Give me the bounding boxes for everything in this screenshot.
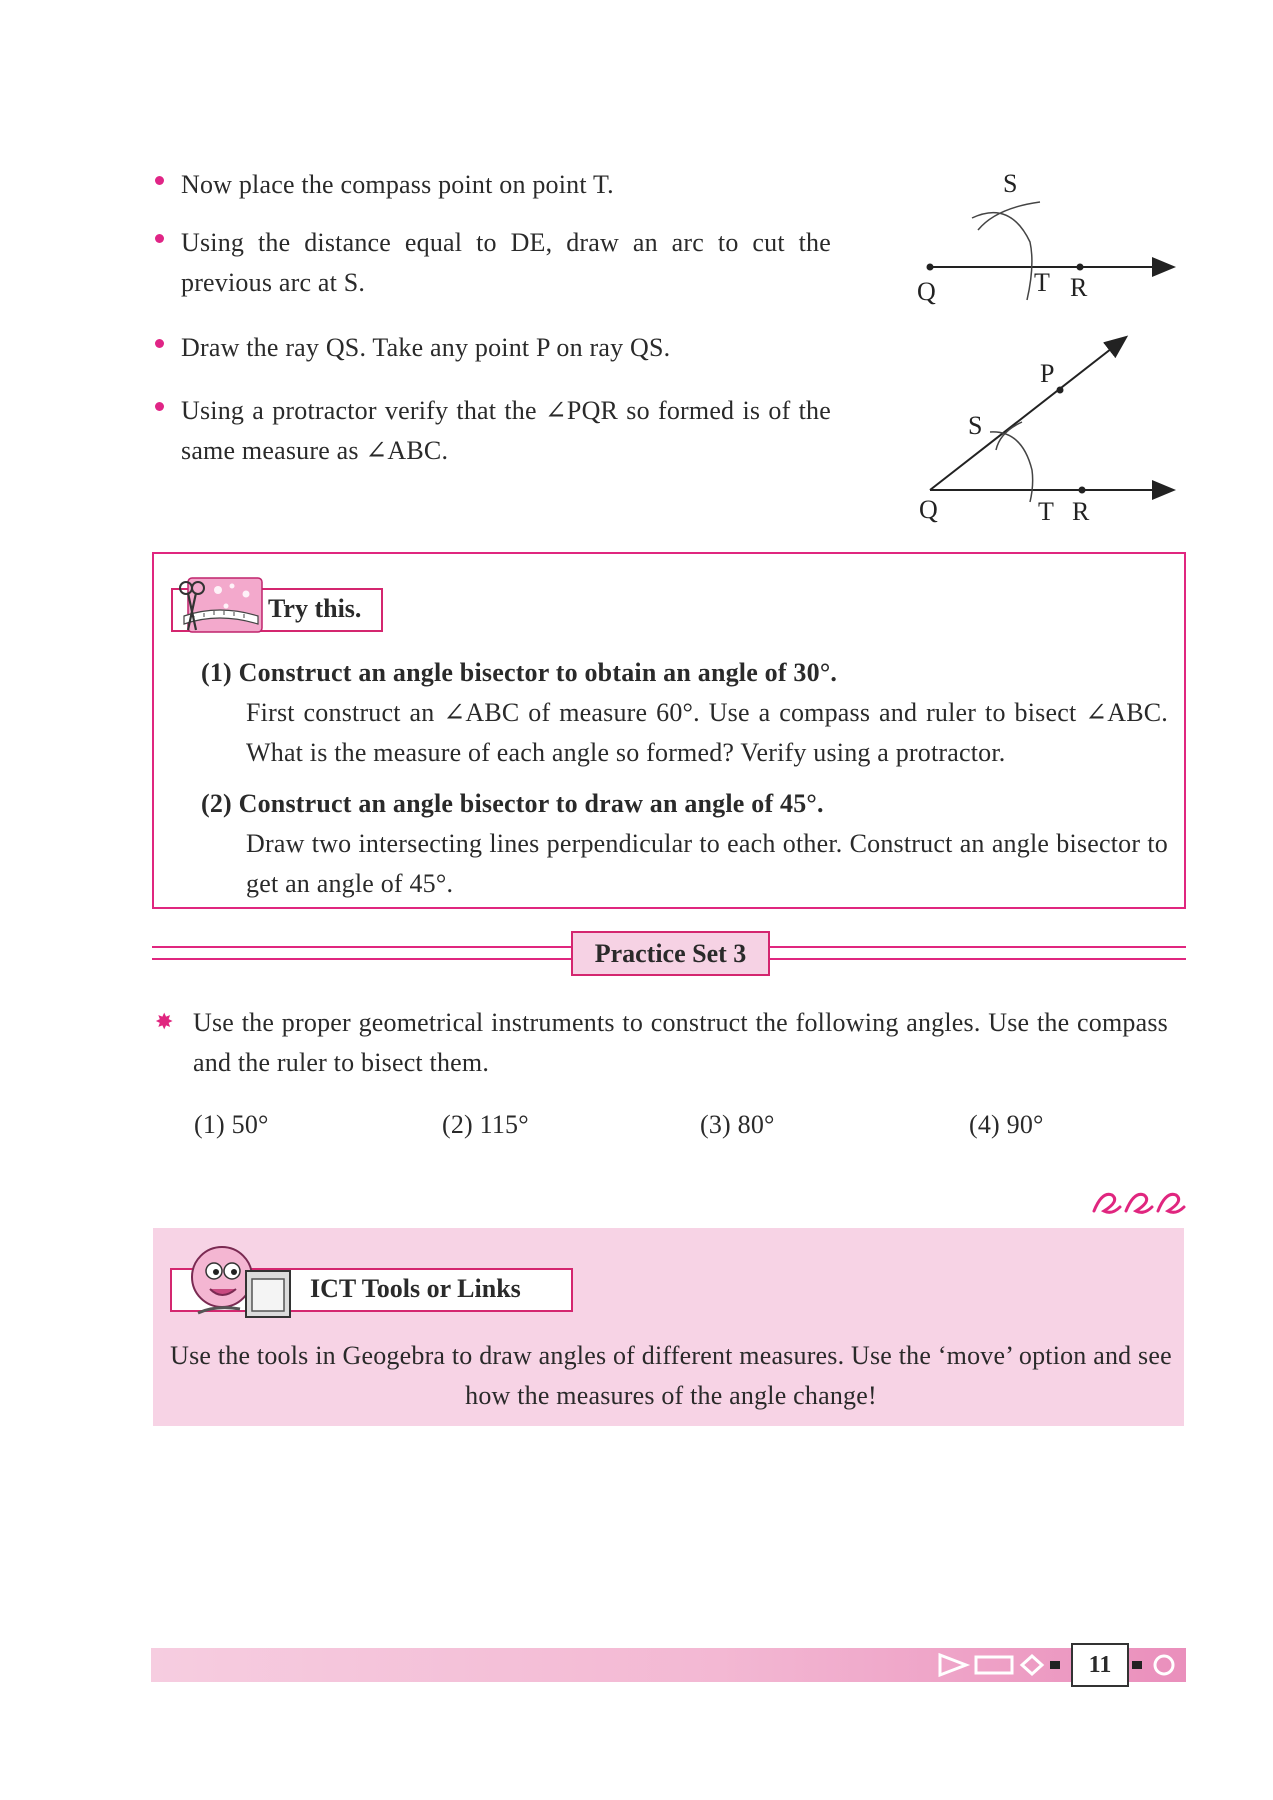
try-this-title: Try this.: [268, 594, 362, 623]
page-number: 11: [1071, 1643, 1129, 1687]
label-t: T: [1034, 268, 1050, 297]
ict-title: ICT Tools or Links: [310, 1274, 521, 1303]
separator-line: [152, 958, 571, 960]
try-item-2-body: Draw two intersecting lines perpendicular to each other. Construct an angle bisector to get an angle of 45°.: [246, 829, 1168, 898]
bullet-dot: [155, 234, 164, 243]
label-r: R: [1072, 497, 1090, 526]
asterisk-icon: ✸: [155, 1010, 174, 1035]
point-p: [1057, 387, 1064, 394]
scissors-tape-icon: [174, 576, 264, 634]
circle-decoration-icon: [1130, 1650, 1182, 1680]
point-q: [927, 264, 934, 271]
practice-set-title: Practice Set 3: [571, 931, 770, 976]
instruction-2: Using the distance equal to DE, draw an arc to cut the previous arc at S.: [181, 228, 831, 297]
construction-figure-2: [900, 320, 1190, 540]
try-item-2-heading: (2) Construct an angle bisector to draw an angle of 45°.: [201, 789, 824, 818]
bullet-dot: [155, 402, 164, 411]
construction-figure-1: [900, 160, 1190, 310]
ray-qp: [930, 338, 1125, 490]
bullet-dot: [155, 176, 164, 185]
try-item-1-heading: (1) Construct an angle bisector to obtain an angle of 30°.: [201, 658, 838, 687]
shapes-decoration-icon: [936, 1650, 1066, 1680]
point-r: [1079, 487, 1086, 494]
bullet-dot: [155, 339, 164, 348]
practice-angle-1: (1) 50°: [194, 1110, 269, 1139]
ict-text: Use the tools in Geogebra to draw angles of different measures. Use the ‘move’ option and see how the measures of the angle change!: [170, 1341, 1172, 1410]
try-item-1-body: First construct an ∠ABC of measure 60°. Use a compass and ruler to bisect ∠ABC. What is the measure of each angle so formed? Verify using a protractor.: [246, 698, 1168, 767]
label-t: T: [1038, 497, 1054, 526]
label-r: R: [1070, 273, 1088, 302]
label-s: S: [968, 411, 983, 440]
practice-angle-4: (4) 90°: [969, 1110, 1044, 1139]
computer-mascot-icon: [180, 1243, 298, 1323]
label-q: Q: [919, 495, 938, 524]
practice-angle-2: (2) 115°: [442, 1110, 529, 1139]
section-end-ornament-icon: [1090, 1185, 1190, 1219]
instruction-3: Draw the ray QS. Take any point P on ray QS.: [181, 333, 671, 362]
separator-line: [770, 946, 1186, 948]
label-s: S: [1003, 169, 1018, 198]
instruction-4: Using a protractor verify that the ∠PQR so formed is of the same measure as ∠ABC.: [181, 396, 831, 465]
point-r: [1077, 264, 1084, 271]
separator-line: [152, 946, 571, 948]
label-p: P: [1040, 359, 1055, 388]
separator-line: [770, 958, 1186, 960]
practice-instruction: Use the proper geometrical instruments to construct the following angles. Use the compass and the ruler to bisect them.: [193, 1008, 1168, 1077]
arc-from-q: [990, 432, 1033, 502]
instruction-1: Now place the compass point on point T.: [181, 170, 614, 199]
label-q: Q: [917, 277, 936, 306]
practice-angle-3: (3) 80°: [700, 1110, 775, 1139]
